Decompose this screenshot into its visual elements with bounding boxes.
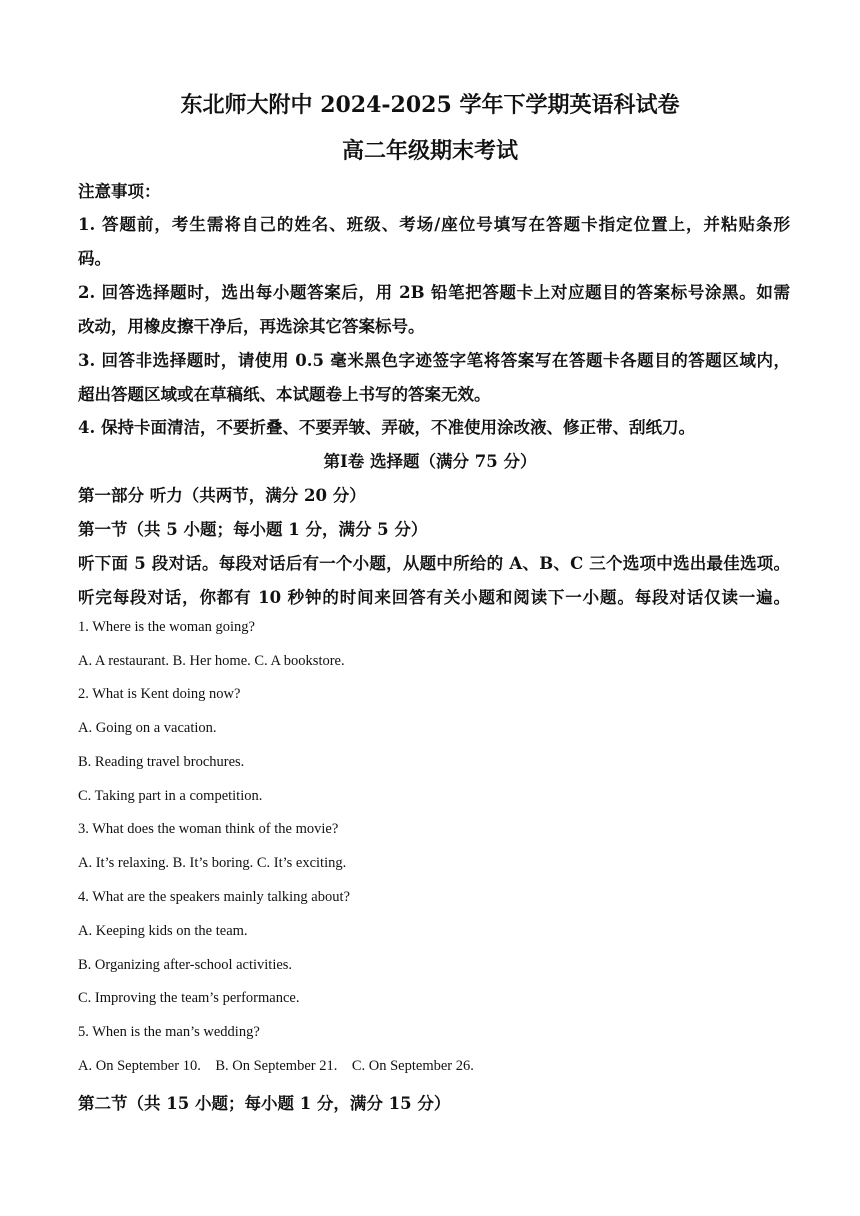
section-1-title: 第一节（共 5 小题；每小题 1 分，满分 5 分）: [78, 520, 428, 539]
question-3: 3. What does the woman think of the movie?: [78, 821, 339, 837]
question-2-option-a: A. Going on a vacation.: [78, 720, 217, 736]
part-1-title: 第一部分 听力（共两节，满分 20 分）: [78, 486, 366, 505]
question-5-options: A. On September 10. B. On September 21. C. On September 26.: [78, 1058, 474, 1074]
question-1: 1. Where is the woman going?: [78, 619, 255, 635]
notice-item-1-line-1: 1. 答题前，考生需将自己的姓名、班级、考场/座位号填写在答题卡指定位置上，并粘贴条形: [78, 215, 790, 234]
notice-heading: 注意事项：: [78, 182, 161, 201]
notice-item-4: 4. 保持卡面清洁，不要折叠、不要弄皱、弄破，不准使用涂改液、修正带、刮纸刀。: [78, 418, 695, 437]
question-4: 4. What are the speakers mainly talking about?: [78, 889, 350, 905]
notice-item-2-line-1: 2. 回答选择题时，选出每小题答案后，用 2B 铅笔把答题卡上对应题目的答案标号涂黑。如需: [78, 283, 790, 302]
question-2-option-b: B. Reading travel brochures.: [78, 754, 245, 770]
volume-title: 第Ⅰ卷 选择题（满分 75 分）: [323, 452, 537, 471]
exam-subtitle: 高二年级期末考试: [341, 138, 518, 164]
question-4-option-a: A. Keeping kids on the team.: [78, 923, 248, 939]
question-3-options: A. It’s relaxing. B. It’s boring. C. It’s exciting.: [78, 855, 347, 871]
question-4-option-c: C. Improving the team’s performance.: [78, 990, 300, 1006]
section-2-title: 第二节（共 15 小题；每小题 1 分，满分 15 分）: [78, 1094, 451, 1113]
instructions-line-2: 听完每段对话，你都有 10 秒钟的时间来回答有关小题和阅读下一小题。每段对话仅读一遍。: [78, 588, 790, 607]
question-4-option-b: B. Organizing after-school activities.: [78, 957, 293, 973]
question-1-options: A. A restaurant. B. Her home. C. A bookstore.: [78, 653, 345, 669]
notice-item-2-line-2: 改动，用橡皮擦干净后，再选涂其它答案标号。: [78, 317, 425, 336]
notice-item-3-line-1: 3. 回答非选择题时，请使用 0.5 毫米黑色字迹签字笔将答案写在答题卡各题目的答题区域内，: [78, 351, 790, 370]
notice-item-1-line-2: 码。: [78, 249, 111, 268]
question-5: 5. When is the man’s wedding?: [78, 1024, 260, 1040]
question-2-option-c: C. Taking part in a competition.: [78, 788, 263, 804]
exam-title: 东北师大附中 2024-2025 学年下学期英语科试卷: [180, 92, 680, 118]
notice-item-3-line-2: 超出答题区域或在草稿纸、本试题卷上书写的答案无效。: [78, 385, 491, 404]
instructions-line-1: 听下面 5 段对话。每段对话后有一个小题，从题中所给的 A、B、C 三个选项中选出最佳选项。: [78, 554, 790, 573]
question-2: 2. What is Kent doing now?: [78, 686, 241, 702]
